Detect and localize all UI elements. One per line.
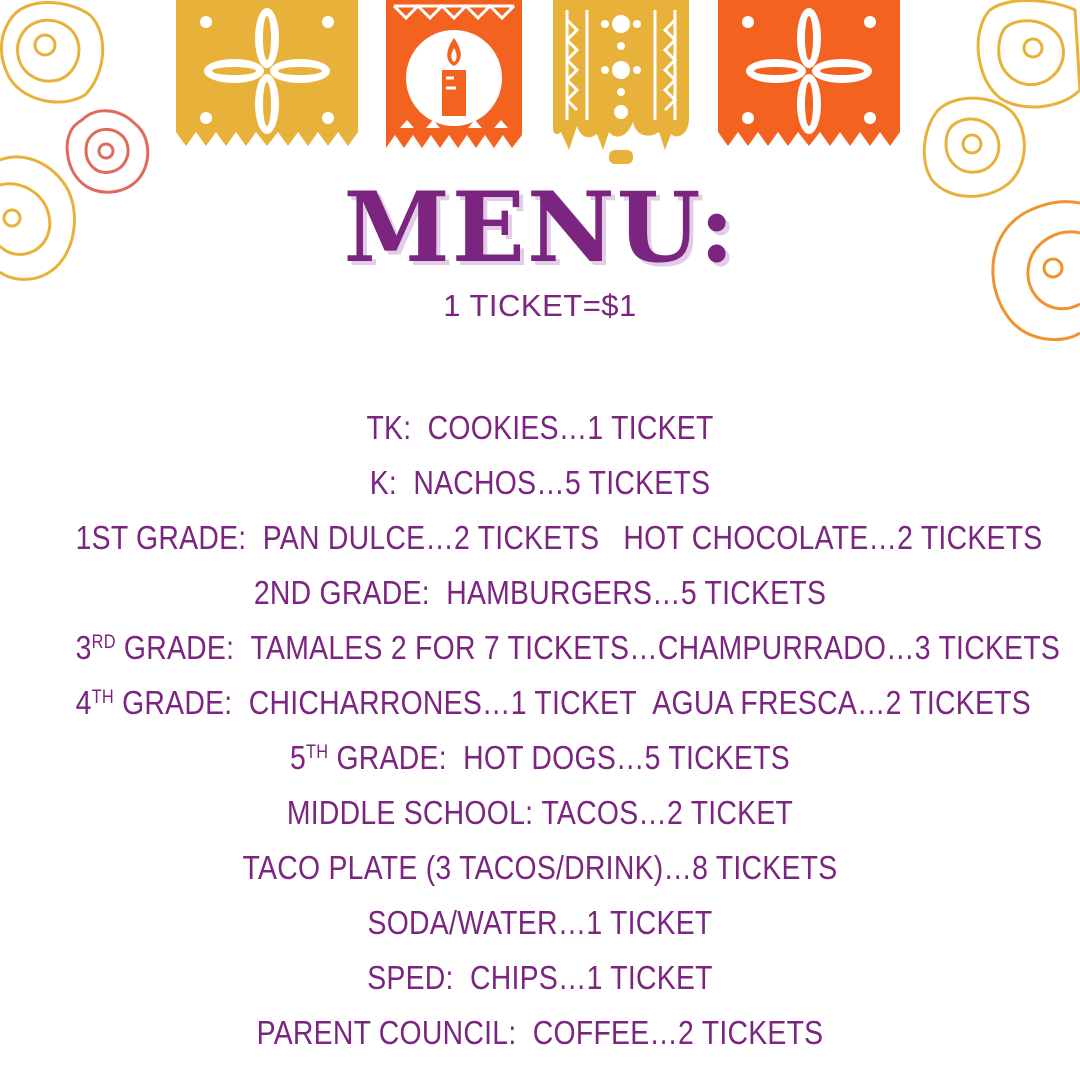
menu-item: TAMALES 2 FOR 7 TICKETS…CHAMPURRADO…3 TICKETS — [250, 629, 1061, 666]
grade-label: TK — [366, 409, 404, 446]
menu-line — [75, 675, 1031, 730]
menu-item: NACHOS…5 TICKETS — [413, 464, 711, 501]
grade-label: SPED — [367, 959, 446, 996]
grade-ordinal: RD — [91, 632, 116, 653]
grade-label: PARENT COUNCIL — [256, 1014, 509, 1051]
menu-item: COFFEE…2 TICKETS — [532, 1014, 824, 1051]
menu-item: HAMBURGERS…5 TICKETS — [446, 574, 827, 611]
grade-label: MIDDLE SCHOOL — [286, 794, 526, 831]
grade-label: 3 — [75, 629, 92, 666]
grade-separator: : — [508, 1014, 517, 1051]
menu-item: HOT DOGS…5 TICKETS — [463, 739, 791, 776]
grade-separator: GRADE: — [328, 739, 447, 776]
menu-line — [76, 895, 1005, 950]
papel-picado-candle-icon — [386, 0, 522, 148]
menu-item: SODA/WATER…1 TICKET — [367, 904, 713, 941]
marigold-top-left-icon — [0, 0, 110, 110]
menu-line — [76, 950, 1005, 1005]
menu-line — [76, 455, 1005, 510]
grade-separator: : — [445, 959, 454, 996]
menu-item: HOT CHOCOLATE…2 TICKETS — [623, 519, 1043, 556]
grade-separator: : — [403, 409, 412, 446]
grade-separator: GRADE: — [115, 629, 235, 666]
menu-line — [76, 400, 1005, 455]
menu-line — [75, 510, 1043, 565]
menu-item: COOKIES…1 TICKET — [427, 409, 714, 446]
grade-label: 2ND GRADE — [253, 574, 422, 611]
grade-separator: : — [238, 519, 247, 556]
grade-label: 5 — [289, 739, 307, 776]
menu-item: AGUA FRESCA…2 TICKETS — [652, 684, 1031, 721]
menu-item: TACO PLATE (3 TACOS/DRINK)…8 TICKETS — [242, 849, 838, 886]
ticket-price: 1 TICKET=$1 — [443, 288, 637, 323]
grade-separator: : — [421, 574, 430, 611]
grade-label: 4 — [75, 684, 92, 721]
grade-separator: GRADE: — [113, 684, 233, 721]
menu-item: TACOS…2 TICKET — [541, 794, 794, 831]
papel-picado-dots-gold-icon — [553, 0, 689, 170]
menu-line — [75, 620, 1061, 675]
menu-line — [76, 565, 1005, 620]
grade-separator: : — [525, 794, 534, 831]
menu-line — [76, 785, 1005, 840]
menu-item: CHIPS…1 TICKET — [469, 959, 713, 996]
grade-ordinal: TH — [306, 742, 329, 763]
menu-item: CHICHARRONES…1 TICKET — [248, 684, 637, 721]
menu-line — [76, 1005, 1005, 1060]
grade-label: 1ST GRADE — [75, 519, 239, 556]
papel-picado-flower-gold-icon — [176, 0, 358, 146]
grade-label: K — [369, 464, 389, 501]
menu-line — [76, 840, 1005, 895]
papel-picado-flower-orange-icon — [718, 0, 900, 146]
menu-line — [76, 730, 1005, 785]
menu-item: PAN DULCE…2 TICKETS — [262, 519, 600, 556]
menu-list — [0, 400, 1080, 1060]
menu-title: MENU: — [343, 171, 737, 284]
grade-ordinal: TH — [91, 687, 114, 708]
grade-separator: : — [388, 464, 398, 501]
